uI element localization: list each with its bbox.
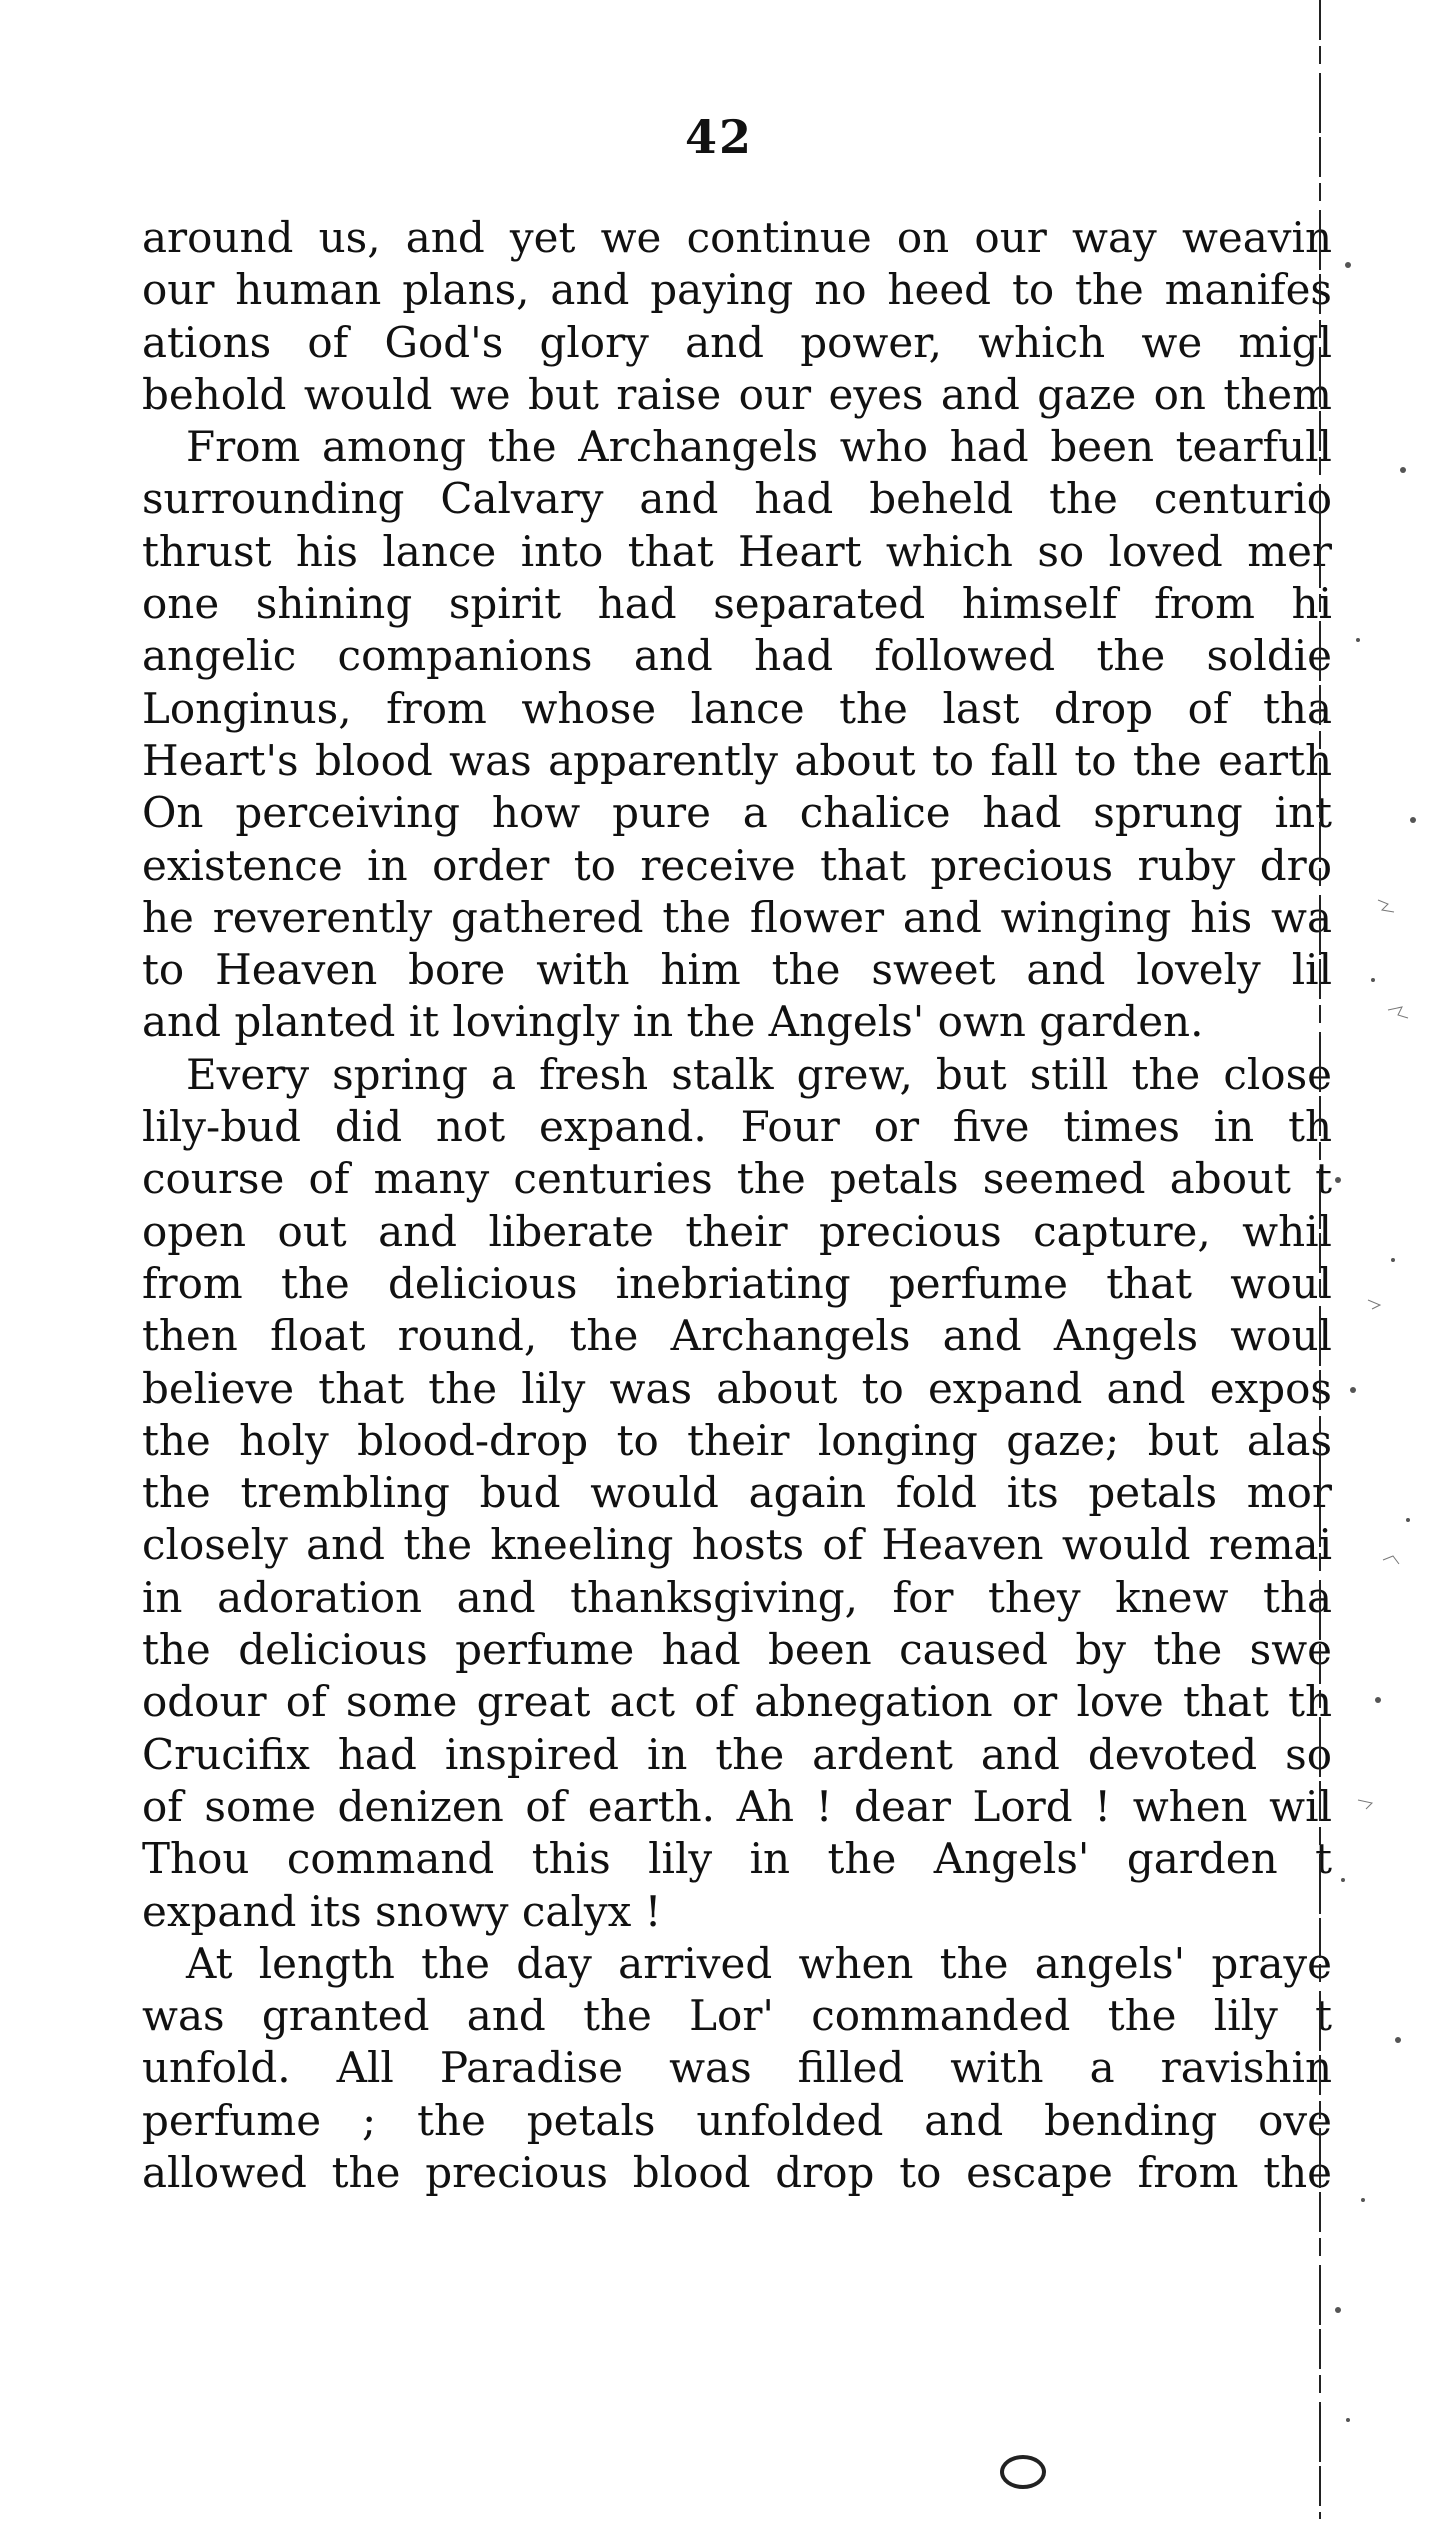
text-line: ations of God's glory and power, which we migl: [142, 317, 1332, 367]
text-line: expand its snowy calyx !: [142, 1886, 662, 1936]
text-line: perfume ; the petals unfolded and bending ove: [142, 2095, 1332, 2145]
text-line: unfold. All Paradise was filled with a ravishin: [142, 2043, 1332, 2093]
page-number: 42: [684, 110, 753, 164]
text-line: was granted and the Lor' commanded the lily t: [142, 1991, 1332, 2041]
text-line: around us, and yet we continue on our way weavin: [142, 213, 1332, 262]
text-line: the delicious perfume had been caused by the swe: [142, 1625, 1332, 1675]
text-line: the trembling bud would again fold its petals mor: [142, 1468, 1332, 1518]
text-line: surrounding Calvary and had beheld the centurio: [142, 474, 1332, 524]
text-line: he reverently gathered the flower and winging his wa: [142, 892, 1332, 942]
text-line: then float round, the Archangels and Angels woul: [142, 1311, 1332, 1361]
text-line: course of many centuries the petals seemed about t: [142, 1154, 1332, 1204]
text-line: thrust his lance into that Heart which so loved mer: [142, 526, 1332, 576]
text-line: of some denizen of earth. Ah ! dear Lord ! when wil: [142, 1781, 1332, 1831]
text-line: and planted it lovingly in the Angels' own garden.: [142, 997, 1204, 1047]
text-line: one shining spirit had separated himself from hi: [142, 579, 1332, 629]
text-line: closely and the kneeling hosts of Heaven would remai: [142, 1520, 1332, 1570]
text-line: On perceiving how pure a chalice had sprung int: [142, 788, 1332, 838]
body-text: [142, 212, 1332, 2197]
ink-ring-mark: [1000, 2455, 1046, 2489]
text-line: Crucifix had inspired in the ardent and devoted so: [142, 1729, 1332, 1779]
margin-scan-noise: [1318, 0, 1438, 2519]
text-line: our human plans, and paying no heed to the manifes: [142, 265, 1332, 315]
text-line: odour of some great act of abnegation or love that th: [142, 1677, 1332, 1727]
text-line: angelic companions and had followed the soldie: [142, 631, 1332, 681]
text-line: in adoration and thanksgiving, for they knew tha: [142, 1572, 1332, 1622]
text-line: from the delicious inebriating perfume that woul: [142, 1258, 1332, 1308]
text-line: existence in order to receive that precious ruby dro: [142, 840, 1332, 890]
text-line: Heart's blood was apparently about to fall to the earth: [142, 735, 1332, 785]
text-line: allowed the precious blood drop to escape from the: [142, 2147, 1332, 2197]
text-line: the holy blood-drop to their longing gaze; but alas: [142, 1415, 1332, 1465]
text-line: lily-bud did not expand. Four or five times in th: [142, 1102, 1332, 1152]
text-line: Every spring a fresh stalk grew, but still the close: [186, 1049, 1332, 1099]
text-line: believe that the lily was about to expand and expos: [142, 1363, 1332, 1413]
text-line: open out and liberate their precious capture, whil: [142, 1206, 1332, 1256]
text-line: At length the day arrived when the angels' praye: [186, 1938, 1332, 1988]
text-line: Thou command this lily in the Angels' garden t: [142, 1834, 1332, 1884]
text-line: From among the Archangels who had been tearfull: [186, 422, 1332, 472]
text-line: to Heaven bore with him the sweet and lovely lil: [142, 945, 1332, 995]
text-line: Longinus, from whose lance the last drop of tha: [142, 683, 1332, 733]
text-line: behold would we but raise our eyes and gaze on them: [142, 369, 1332, 419]
